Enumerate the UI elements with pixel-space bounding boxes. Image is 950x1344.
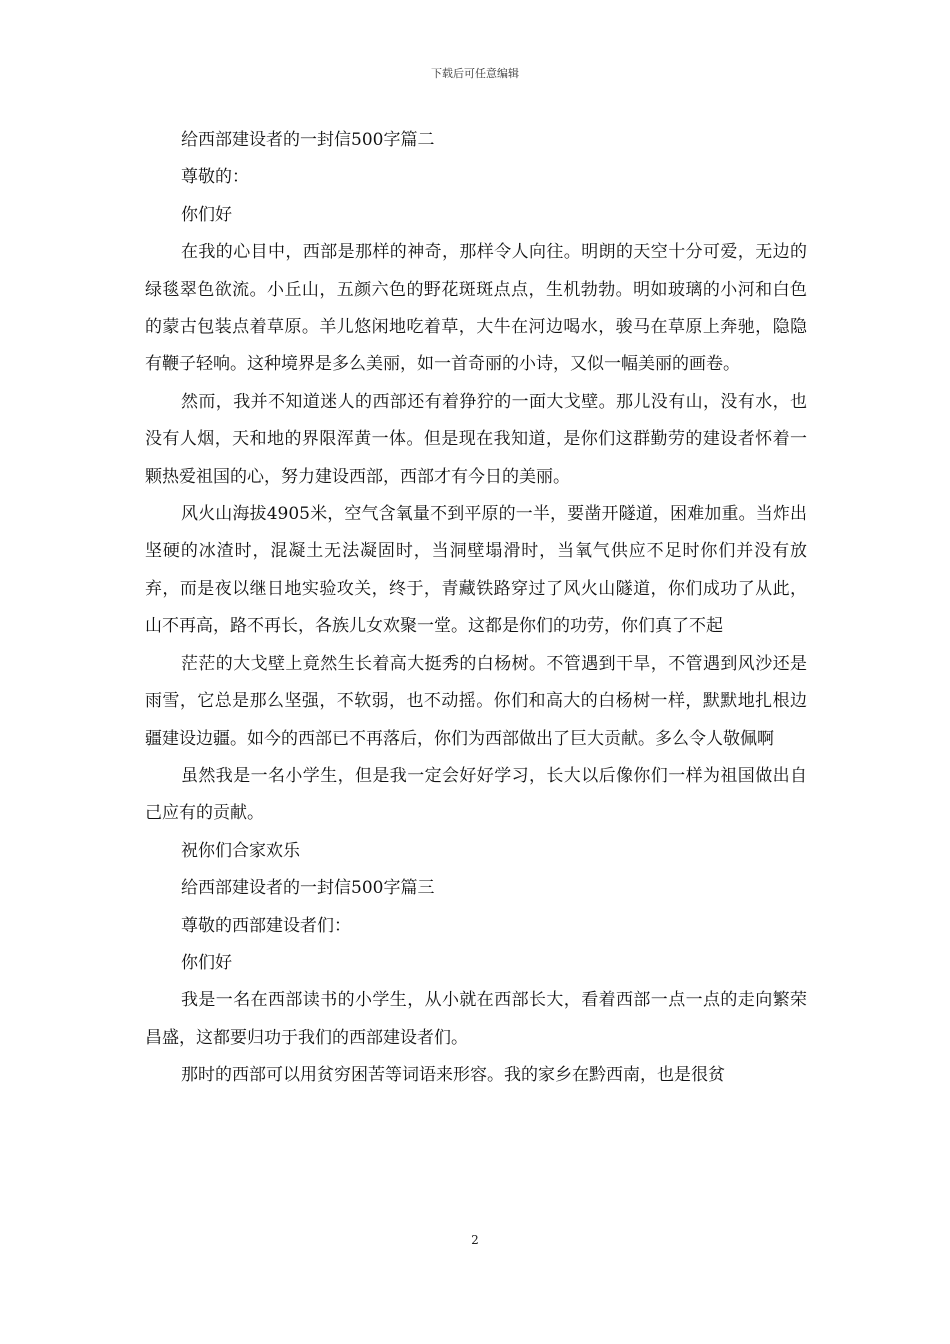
- page-number: 2: [471, 1233, 479, 1247]
- salutation: 尊敬的西部建设者们：: [181, 915, 351, 936]
- letter-title-3: 给西部建设者的一封信500字篇三: [181, 878, 435, 899]
- body-paragraph: 虽然我是一名小学生，但是我一定会好好学习，长大以后像你们一样为祖国做出自己应有的贡献。: [145, 765, 807, 824]
- letter-title-2: 给西部建设者的一封信500字篇二: [181, 130, 435, 150]
- document-body: [145, 122, 807, 1095]
- body-paragraph: 茫茫的大戈壁上竟然生长着高大挺秀的白杨树。不管遇到干旱，不管遇到风沙还是雨雪，它总是那么坚强，不软弱，也不动摇。你们和高大的白杨树一样，默默地扎根边疆建设边疆。如今的西部已不再落后，你们为西部做出了巨大贡献。多么令人敬佩啊: [145, 653, 807, 749]
- body-paragraph: 在我的心目中，西部是那样的神奇，那样令人向往。明朗的天空十分可爱，无边的绿毯翠色欲流。小丘山，五颜六色的野花斑斑点点，生机勃勃。明如玻璃的小河和白色的蒙古包装点着草原。羊儿悠闲地吃着草，大牛在河边喝水，骏马在草原上奔驰，隐隐有鞭子轻响。这种境界是多么美丽，如一首奇丽的小诗，又似一幅美丽的画卷。: [145, 242, 807, 375]
- body-paragraph: 然而，我并不知道迷人的西部还有着狰狞的一面大戈壁。那儿没有山，没有水，也没有人烟，天和地的界限浑黄一体。但是现在我知道，是你们这群勤劳的建设者怀着一颗热爱祖国的心，努力建设西部，西部才有今日的美丽。: [145, 391, 807, 487]
- closing: 祝你们合家欢乐: [181, 840, 300, 861]
- body-paragraph: 那时的西部可以用贫穷困苦等词语来形容。我的家乡在黔西南，也是很贫: [181, 1065, 725, 1086]
- salutation: 尊敬的：: [181, 167, 249, 188]
- greeting: 你们好: [181, 952, 232, 973]
- body-paragraph: 我是一名在西部读书的小学生，从小就在西部长大，看着西部一点一点的走向繁荣昌盛，这都要归功于我们的西部建设者们。: [145, 990, 807, 1048]
- greeting: 你们好: [181, 204, 232, 225]
- page-header: 下载后可任意编辑: [431, 67, 519, 80]
- body-paragraph: 风火山海拔4905米，空气含氧量不到平原的一半，要凿开隧道，困难加重。当炸出坚硬的冰渣时，混凝土无法凝固时，当洞壁塌滑时，当氧气供应不足时你们并没有放弃，而是夜以继日地实验攻关，终于，青藏铁路穿过了风火山隧道，你们成功了从此，山不再高，路不再长，各族儿女欢聚一堂。这都是你们的功劳，你们真了不起: [145, 504, 807, 637]
